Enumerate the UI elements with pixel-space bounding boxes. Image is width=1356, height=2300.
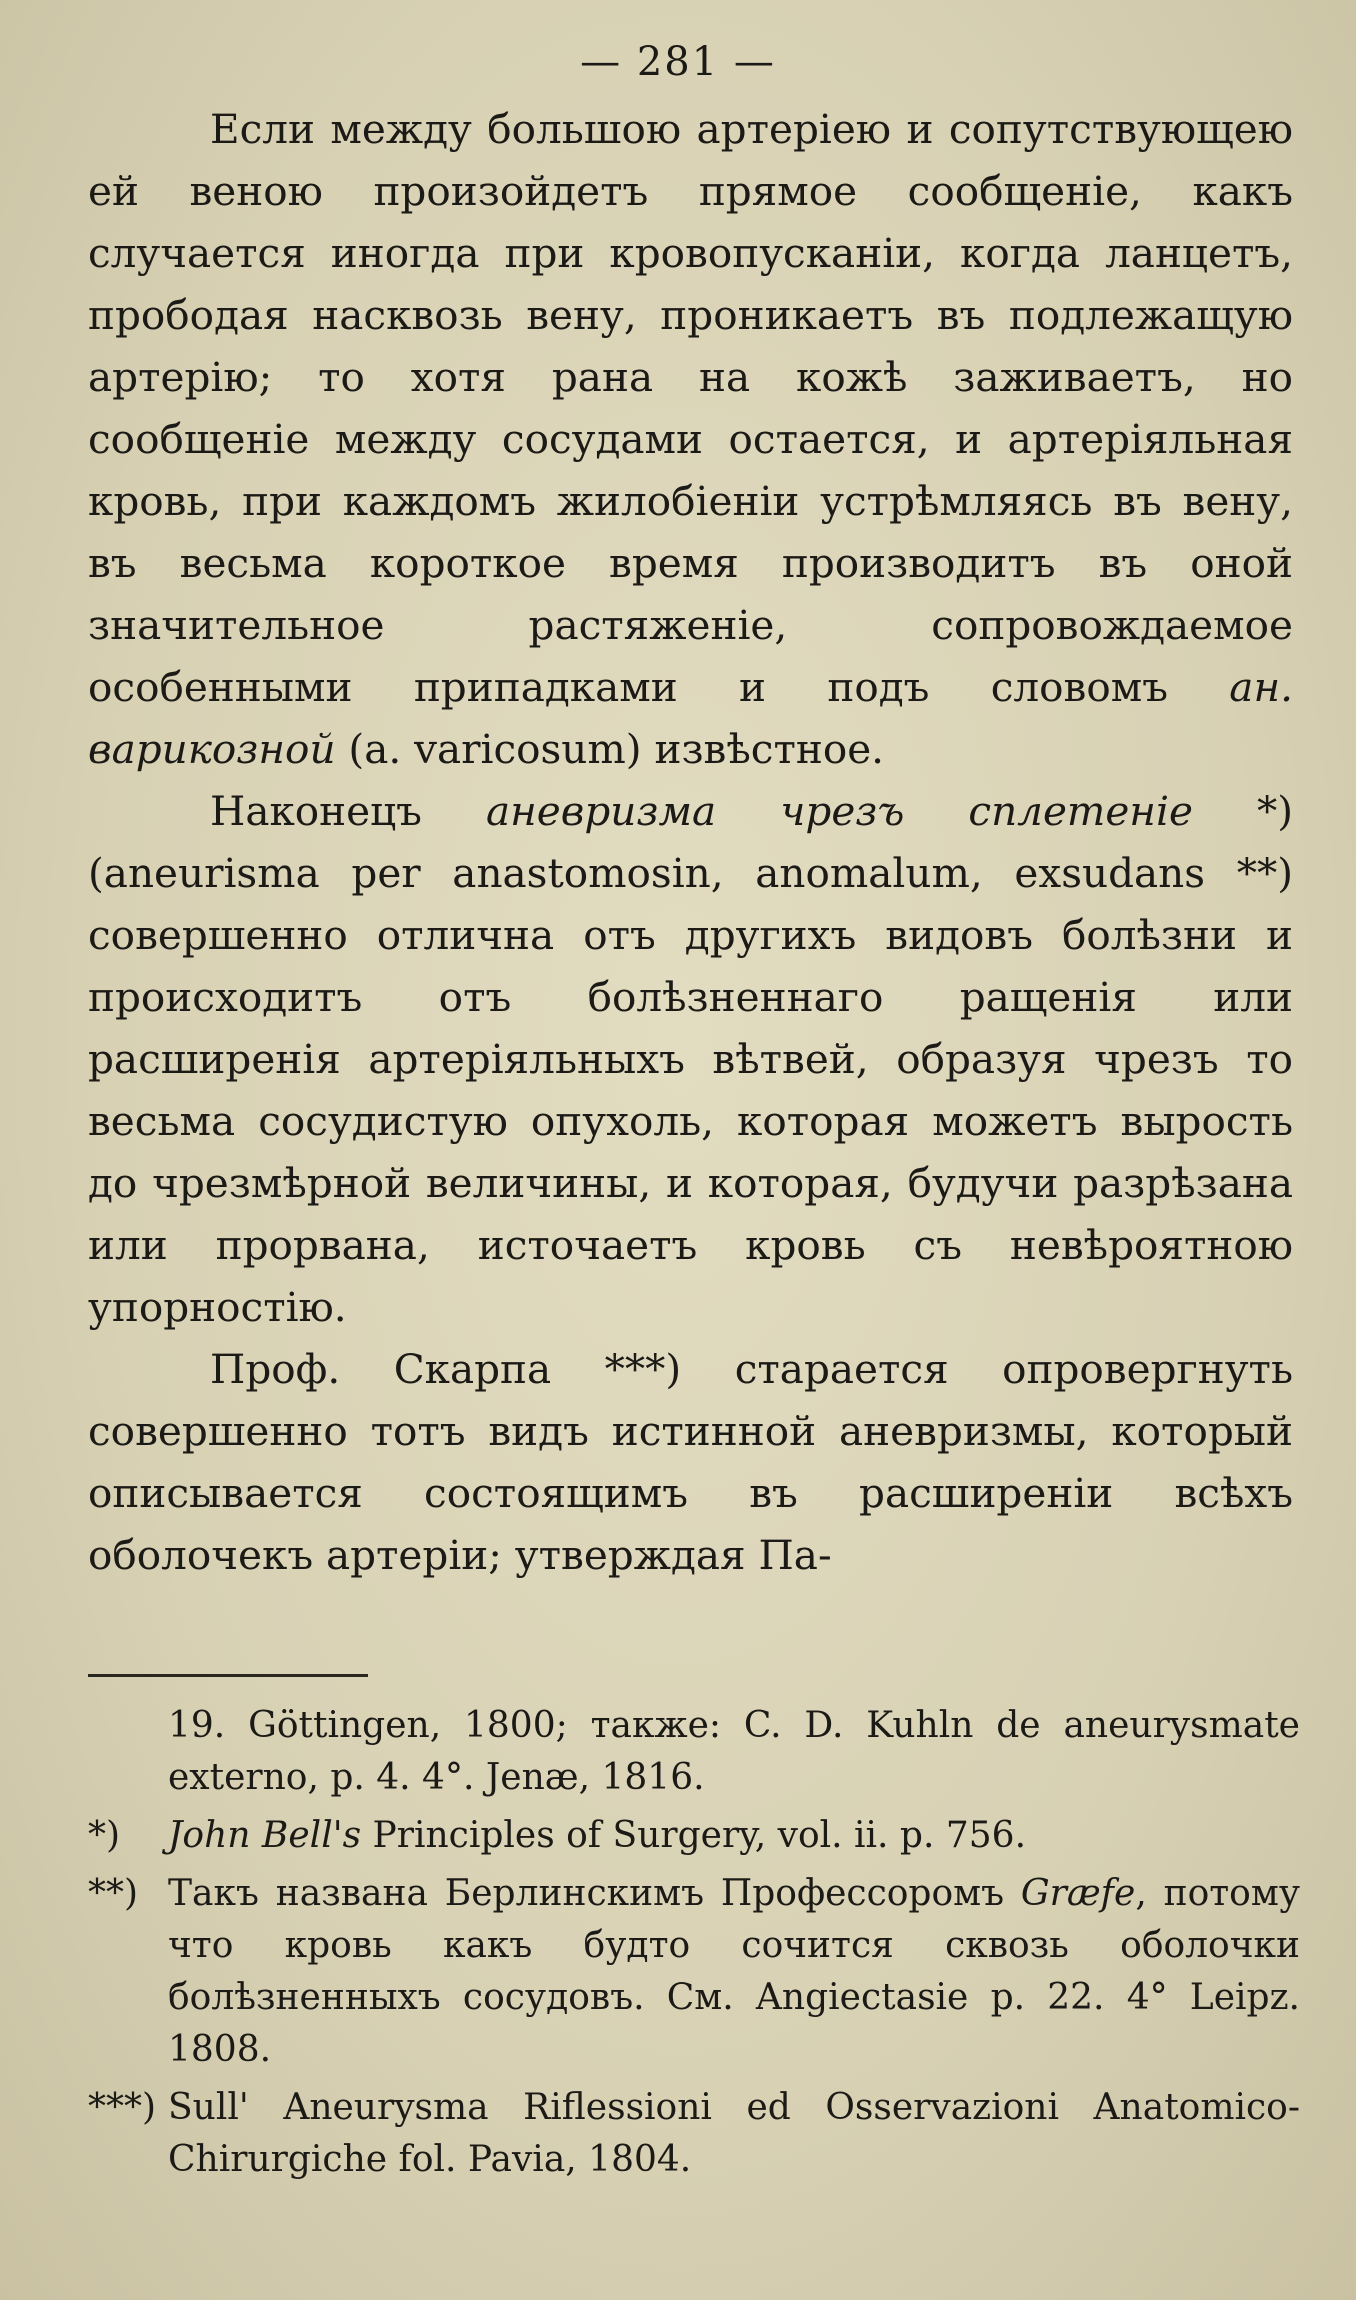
- italic-term: ан. варикозной: [88, 663, 1293, 773]
- footnotes: [88, 1700, 1300, 2192]
- italic-term: аневризма чрезъ сплетеніе: [485, 787, 1193, 835]
- paragraph-varicose-aneurysm: [88, 98, 1293, 780]
- text-span: Проф. Скарпа ***) старается опровергнуть совершенно тотъ видъ истинной аневризмы, который описывается состоящимъ въ расширеніи всѣхъ оболочекъ артеріи; утверждая Па-: [88, 1345, 1293, 1579]
- footnote-italic: John Bell's: [168, 1815, 362, 1856]
- footnote-mark: ***): [88, 2087, 157, 2128]
- footnote-continuation: [88, 1700, 1300, 1804]
- text-span: *) (aneurisma per anastomosin, anomalum, exsudans **) совершенно отлична отъ другихъ видовъ болѣзни и происходитъ отъ болѣзненнаго ращенія или расширенія артеріяльныхъ вѣтвей, образуя чрезъ то весьма сосудистую опухоль, которая можетъ вырость до чрезмѣрной величины, и которая, будучи разрѣзана или прорвана, источаетъ кровь съ невѣроятною упорностію.: [88, 787, 1293, 1331]
- footnote-text: Такъ названа Берлинскимъ Профессоромъ: [168, 1873, 1021, 1914]
- main-text: [88, 98, 1293, 1586]
- text-span: (a. varicosum) извѣстное.: [335, 725, 885, 773]
- page-number: — 281 —: [580, 39, 776, 85]
- text-span: Наконецъ: [210, 787, 486, 835]
- paragraph-scarpa: [88, 1338, 1293, 1586]
- footnote-mark: *): [88, 1815, 121, 1856]
- footnote-3: [88, 2082, 1300, 2186]
- footnote-divider: [88, 1674, 368, 1677]
- footnote-mark: **): [88, 1873, 139, 1914]
- text-span: Если между большою артеріею и сопутствующею ей веною произойдетъ прямое сообщеніе, какъ случается иногда при кровопусканіи, когда ланцетъ, прободая насквозь вену, проникаетъ въ подлежащую артерію; то хотя рана на кожѣ заживаетъ, но сообщеніе между сосудами остается, и артеріяльная кровь, при каждомъ жилобіеніи устрѣмляясь въ вену, въ весьма короткое время производитъ въ оной значительное растяженіе, сопровождаемое особенными припадками и подъ словомъ: [88, 105, 1293, 711]
- footnote-2: [88, 1868, 1300, 2076]
- footnote-text: Sull' Aneurysma Riflessioni ed Osservazioni Anatomico-Chirurgiche fol. Pavia, 1804.: [168, 2087, 1300, 2180]
- footnote-1: [88, 1810, 1300, 1862]
- footnote-text: , потому что кровь какъ будто сочится сквозь оболочки болѣзненныхъ сосудовъ. См. Angiectasie p. 22. 4° Leipz. 1808.: [168, 1873, 1301, 2070]
- footnote-text: Principles of Surgery, vol. ii. p. 756.: [361, 1815, 1027, 1856]
- footnote-italic: Græfe: [1020, 1873, 1136, 1914]
- footnote-text: 19. Göttingen, 1800; также: C. D. Kuhln de aneurysmate externo, p. 4. 4°. Jenæ, 1816.: [168, 1705, 1300, 1798]
- paragraph-anastomotic-aneurysm: [88, 780, 1293, 1338]
